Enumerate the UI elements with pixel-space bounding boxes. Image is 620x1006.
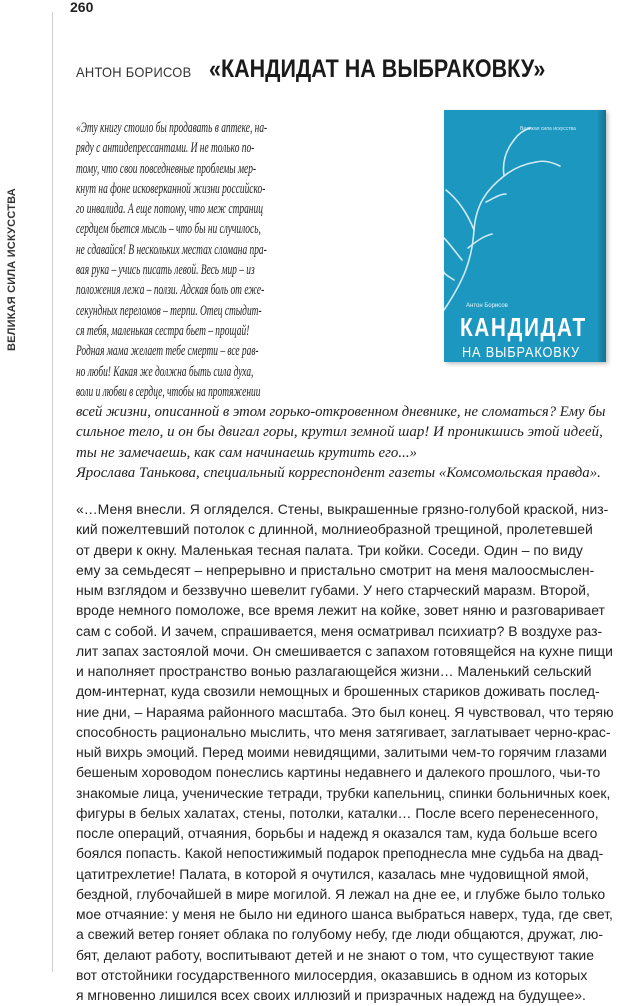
section-label: ВЕЛИКАЯ СИЛА ИСКУССТВА [6, 188, 18, 351]
review-line: ряду с антидепрессантами. И не только по- [76, 139, 255, 157]
excerpt-line: и наполняет пространство вонью разлагающейся жизни… Маленький сельский [76, 664, 592, 680]
excerpt-line: фигуры в белых халатах, стены, потолки, каталки… После всего перенесенного, [76, 805, 599, 822]
excerpt-line: лит запах застоялой мочи. Он смешивается с запахом готовящейся на кухне пищи [76, 643, 613, 660]
cover-subtitle: НА ВЫБРАКОВКУ [462, 344, 581, 361]
review-line: не сдавайся! В нескольких местах сломана пра- [76, 240, 267, 258]
excerpt-line: сам с собой. И зачем, спрашивается, меня осматривал психиатр? В воздухе раз- [76, 623, 603, 640]
review-line: сильное тело, и он бы двигал горы, крутил земной шар! И проникшись этой идеей, [76, 423, 603, 441]
review-line: го инвалида. А еще потому, что меж страниц [76, 200, 263, 218]
review-line: всей жизни, описанной в этом горько-откровенном дневнике, не сломаться? Ему бы [76, 403, 606, 421]
excerpt-line: кий пожелтевший потолок с длинной, молниеобразной трещиной, пролетевшей [76, 522, 593, 539]
cover-title: КАНДИДАТ [460, 312, 587, 342]
review-line: тому, что свои повседневные проблемы мер- [76, 159, 257, 177]
review-line: ся тебя, маленькая сестра бьет – прощай! [76, 321, 250, 339]
cover-series: Великая сила искусства [520, 126, 576, 132]
margin-rule [52, 12, 53, 972]
excerpt-line: вот отстойники государственного милосердия, оказавшись в одном из которых [76, 967, 588, 984]
excerpt-line: знакомые лица, ученические тетради, трубки капельниц, спинки больничных коек, [76, 785, 611, 802]
section-label-wrapper [6, 156, 22, 351]
excerpt-line: я мгновенно лишился всех своих иллюзий и призрачных надежд на будущее». [76, 988, 586, 1004]
excerpt-line: мое отчаяние: у меня не было ни единого шанса выбраться наверх, туда, где свет, [76, 907, 613, 923]
page-number: 260 [70, 0, 94, 15]
author-name: АНТОН БОРИСОВ [76, 64, 192, 80]
excerpt-line: ние дни, – Нараяма районного масштаба. Это был конец. Я чувствовал, что теряю [76, 704, 614, 721]
book-excerpt [76, 500, 620, 1006]
excerpt-line: ему за семьдесят – непрерывно и пристально смотрит на меня малоосмыслен- [76, 562, 595, 579]
excerpt-line: боялся попасть. Какой непостижимый подарок преподнесла мне судьба на двад- [76, 846, 604, 863]
review-line: сердцем бьется мысль – что бы ни случилось, [76, 220, 261, 238]
excerpt-line: «…Меня внесли. Я огляделся. Стены, выкрашенные грязно-голубой краской, низ- [76, 502, 609, 518]
excerpt-line: способность рационально мыслить, что меня затягивает, заглатывает черно-крас- [76, 724, 611, 741]
review-line: положения лежа – ползи. Адская боль от еже- [76, 281, 265, 299]
excerpt-line: цатитрехлетие! Палата, в которой я очутился, казалась мне чудовищной ямой, [76, 866, 589, 883]
excerpt-line: бешеным хороводом понеслись картины недавнего и далекого прошлого, чьи-то [76, 765, 601, 782]
book-title: «КАНДИДАТ НА ВЫБРАКОВКУ» [208, 55, 545, 83]
review-line: «Эту книгу стоило бы продавать в аптеке, на- [76, 119, 268, 136]
review-attribution: Ярослава Танькова, специальный корреспондент газеты «Комсомольская правда». [76, 464, 601, 482]
excerpt-line: вроде немного помоложе, все время лежит на койке, зовет няню и разговаривает [76, 603, 605, 620]
excerpt-line: ным взглядом и беззвучно шевелит губами. У него старческий маразм. Второй, [76, 583, 590, 599]
review-line: Родная мама желает тебе смерти – все рав- [76, 342, 259, 360]
excerpt-line: бездной, глубочайшей в мире могилой. Я лежал на дне ее, и глубже было только [76, 886, 606, 903]
excerpt-line: дом-интернат, куда свозили немощных и брошенных стариков доживать послед- [76, 684, 600, 701]
review-line: ты не замечаешь, как сам начинаешь крутить его...» [76, 443, 418, 461]
article-header [76, 55, 610, 84]
cover-author: Антон Борисов [466, 303, 508, 309]
review-line: но люби! Какая же должна быть сила духа, [76, 362, 254, 380]
excerpt-line: бят, делают работу, воспитывают детей и не знают о том, что существуют такие [76, 947, 594, 964]
review-line: воли и любви в сердце, чтобы на протяжении [76, 382, 261, 400]
excerpt-line: а свежий ветер гоняет облака по голубому небу, где люди общаются, дружат, лю- [76, 927, 604, 944]
review-line: секундных переломов – терпи. Отец стыдит- [76, 301, 262, 319]
excerpt-line: ный вихрь эмоций. Перед моими невидящими, залитыми чем-то горячим глазами [76, 745, 607, 761]
review-quote [76, 118, 616, 483]
excerpt-line: после операций, отчаяния, борьбы и надежд я оказался там, куда больше всего [76, 826, 598, 842]
review-line: кнут на фоне исковерканной жизни российско- [76, 179, 266, 197]
excerpt-line: от двери к окну. Маленькая тесная палата. Три койки. Соседи. Один – по виду [76, 542, 583, 559]
review-line: вая рука – учись писать левой. Весь мир – из [76, 261, 255, 279]
